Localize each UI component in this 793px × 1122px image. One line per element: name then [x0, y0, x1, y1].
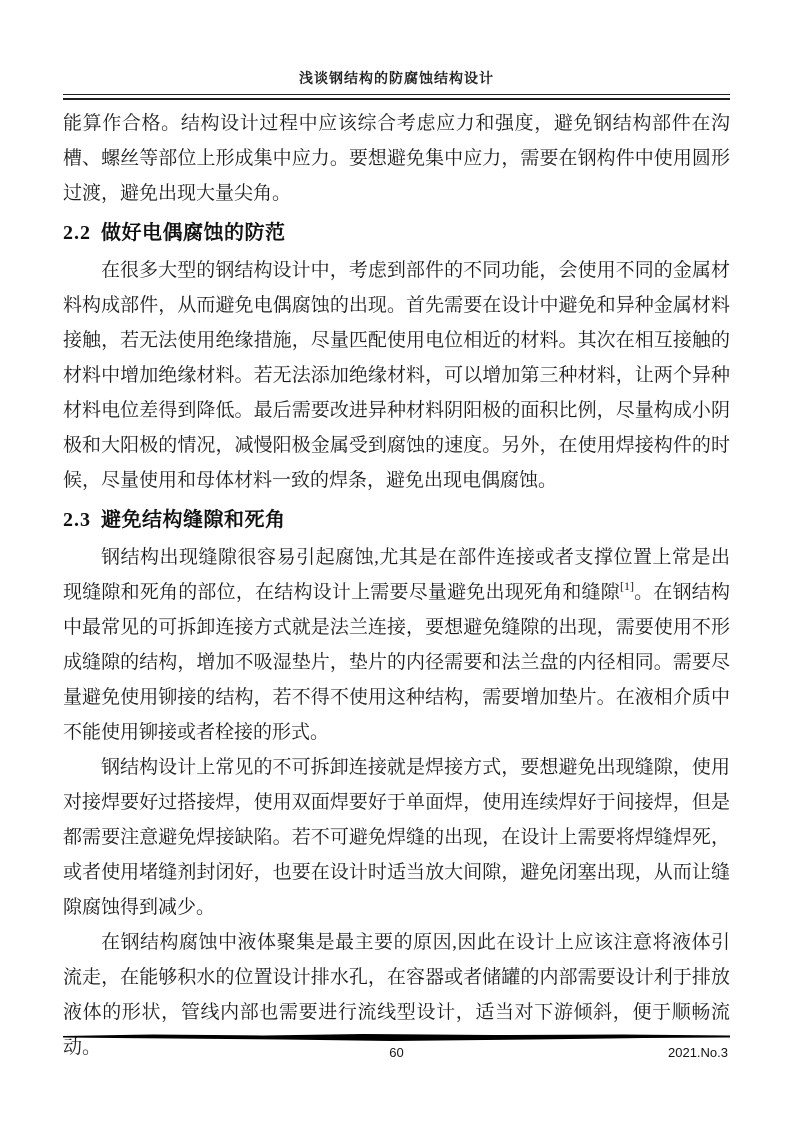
- citation-ref-1: [1]: [619, 579, 634, 593]
- header-rule-top: [63, 94, 730, 95]
- footer-rule: [63, 1033, 730, 1042]
- paragraph-continued-from-previous-page: 能算作合格。结构设计过程中应该综合考虑应力和强度，避免钢结构部件在沟槽、螺丝等部位上形成集中应力。要想避免集中应力，需要在钢构件中使用圆形过渡，避免出现大量尖角。: [63, 113, 730, 204]
- page-footer: [63, 1033, 730, 1062]
- running-header-title: 浅谈钢结构的防腐蚀结构设计: [299, 72, 494, 87]
- section-number: 2.2: [63, 222, 91, 244]
- issue-label: 2021.No.3: [668, 1045, 728, 1060]
- section-title: 避免结构缝隙和死角: [101, 509, 286, 531]
- running-header: [63, 0, 730, 100]
- section-heading-2-2: [63, 213, 730, 253]
- paragraph-welding: 钢结构设计上常见的不可拆卸连接就是焊接方式，要想避免出现缝隙，使用对接焊要好过搭接焊，使用双面焊要好于单面焊，使用连续焊好于间接焊，但是都需要注意避免焊接缺陷。若不可避免焊缝的出现，在设计上需要将焊缝焊死，或者使用堵缝剂封闭好，也要在设计时适当放大间隙，避免闭塞出现，从而让缝隙腐蚀得到减少。: [63, 757, 730, 918]
- section-title: 做好电偶腐蚀的防范: [101, 222, 286, 244]
- section-heading-2-3: [63, 500, 730, 540]
- page-number: 60: [389, 1045, 404, 1060]
- section-number: 2.3: [63, 509, 91, 531]
- footer-row: [63, 1044, 730, 1062]
- paragraph-text: 。在钢结构中最常见的可拆卸连接方式就是法兰连接，要想避免缝隙的出现，需要使用不形成缝隙的结构，增加不吸湿垫片，垫片的内径需要和法兰盘的内径相同。需要尽量避免使用铆接的结构，若不得不使用这种结构，需要增加垫片。在液相介质中不能使用铆接或者栓接的形式。: [63, 582, 730, 743]
- article-body: [63, 106, 730, 1065]
- paragraph-text: 钢结构出现缝隙很容易引起腐蚀,尤其是在部件连接或者支撑位置上常是出现缝隙和死角的部位，在结构设计上需要尽量避免出现死角和缝隙: [63, 547, 730, 603]
- header-rule-bottom: [63, 98, 730, 100]
- paragraph-crevice-with-citation: [63, 540, 730, 750]
- paragraph-liquid-drainage: 在钢结构腐蚀中液体聚集是最主要的原因,因此在设计上应该注意将液体引流走，在能够积水的位置设计排水孔，在容器或者储罐的内部需要设计利于排放液体的形状，管线内部也需要进行流线型设计，适当对下游倾斜，便于顺畅流动。: [63, 932, 730, 1058]
- paragraph-galvanic-corrosion: 在很多大型的钢结构设计中，考虑到部件的不同功能，会使用不同的金属材料构成部件，从而避免电偶腐蚀的出现。首先需要在设计中避免和异种金属材料接触，若无法使用绝缘措施，尽量匹配使用电位相近的材料。其次在相互接触的材料中增加绝缘材料。若无法添加绝缘材料，可以增加第三种材料，让两个异种材料电位差得到降低。最后需要改进异种材料阴阳极的面积比例，尽量构成小阴极和大阳极的情况，减慢阳极金属受到腐蚀的速度。另外，在使用焊接构件的时候，尽量使用和母体材料一致的焊条，避免出现电偶腐蚀。: [63, 260, 730, 491]
